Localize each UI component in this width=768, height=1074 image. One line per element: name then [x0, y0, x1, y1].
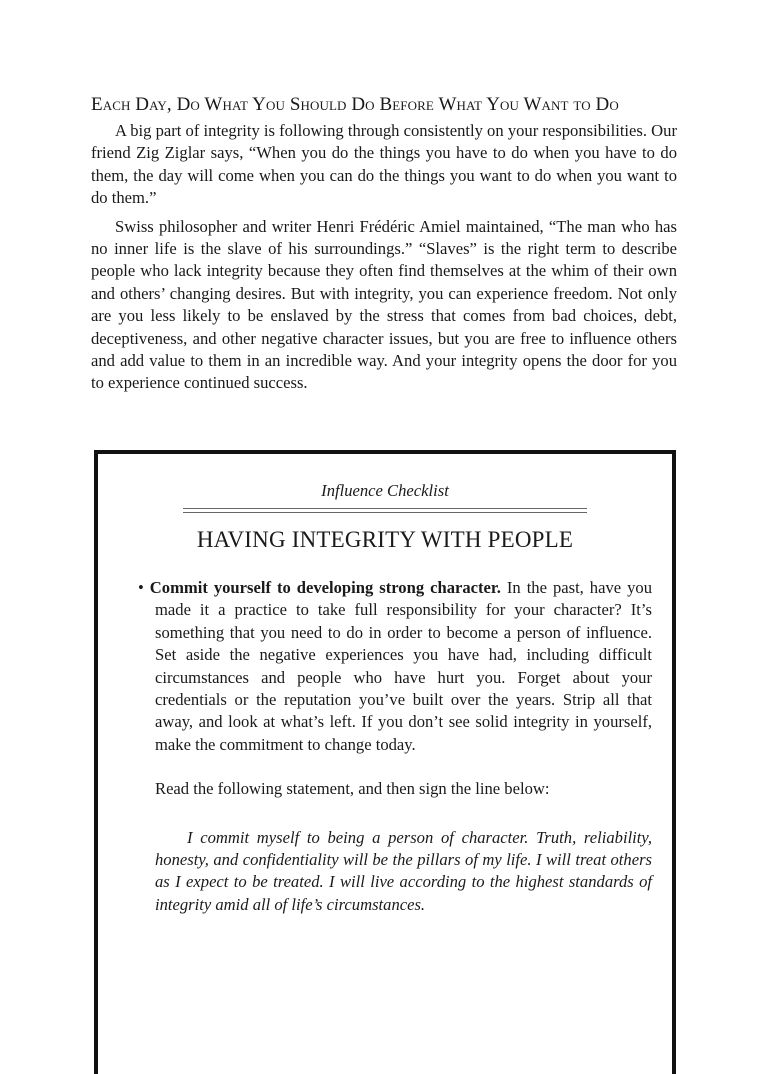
double-rule-divider — [183, 508, 587, 513]
body-paragraph-1: A big part of integrity is following through consistently on your responsibilities. Our friend Zig Ziglar says, “When you do the things you have to do when you have to do them, the day will come when you can do the things you want to do when you want to do them.” — [91, 121, 677, 208]
bullet-lead-text: Commit yourself to developing strong character. — [149, 578, 501, 597]
page-body — [91, 92, 677, 401]
sign-instruction: Read the following statement, and then sign the line below: — [155, 779, 550, 799]
bullet-body-text: In the past, have you made it a practice to take full responsibility for your character? It’s something that you need to do in order to become a person of influence. Set aside the negative experiences you have had, including difficult circumstances and people who have hurt you. Forget about your credentials or the reputation you’ve built over the years. Strip all that away, and look at what’s left. If you don’t see solid integrity in yourself, make the commitment to change today. — [155, 578, 652, 754]
section-heading: Each Day, Do What You Should Do Before What You Want to Do — [91, 94, 619, 115]
body-paragraph-2: Swiss philosopher and writer Henri Frédéric Amiel maintained, “The man who has no inner life is the slave of his surroundings.” “Slaves” is the right term to describe people who lack integrity because they often find themselves at the whim of their own and others’ changing desires. But with integrity, you can experience freedom. Not only are you less likely to be enslaved by the stress that comes from bad choices, debt, deceptiveness, and other negative character issues, but you are free to influence others and add value to them in an incredible way. And your integrity opens the door for you to experience continued success. — [91, 216, 677, 393]
influence-checklist-box — [94, 450, 676, 1074]
checklist-title: HAVING INTEGRITY WITH PEOPLE — [196, 527, 574, 552]
pledge-statement: I commit myself to being a person of character. Truth, reliability, honesty, and confidentiality will be the pillars of my life. I will treat others as I expect to be treated. I will live according to the highest standards of integrity amid all of life’s circumstances. — [155, 827, 652, 914]
bullet-icon: • — [138, 578, 144, 597]
checklist-bullet-item — [138, 577, 652, 756]
checklist-label: Influence Checklist — [321, 481, 449, 500]
